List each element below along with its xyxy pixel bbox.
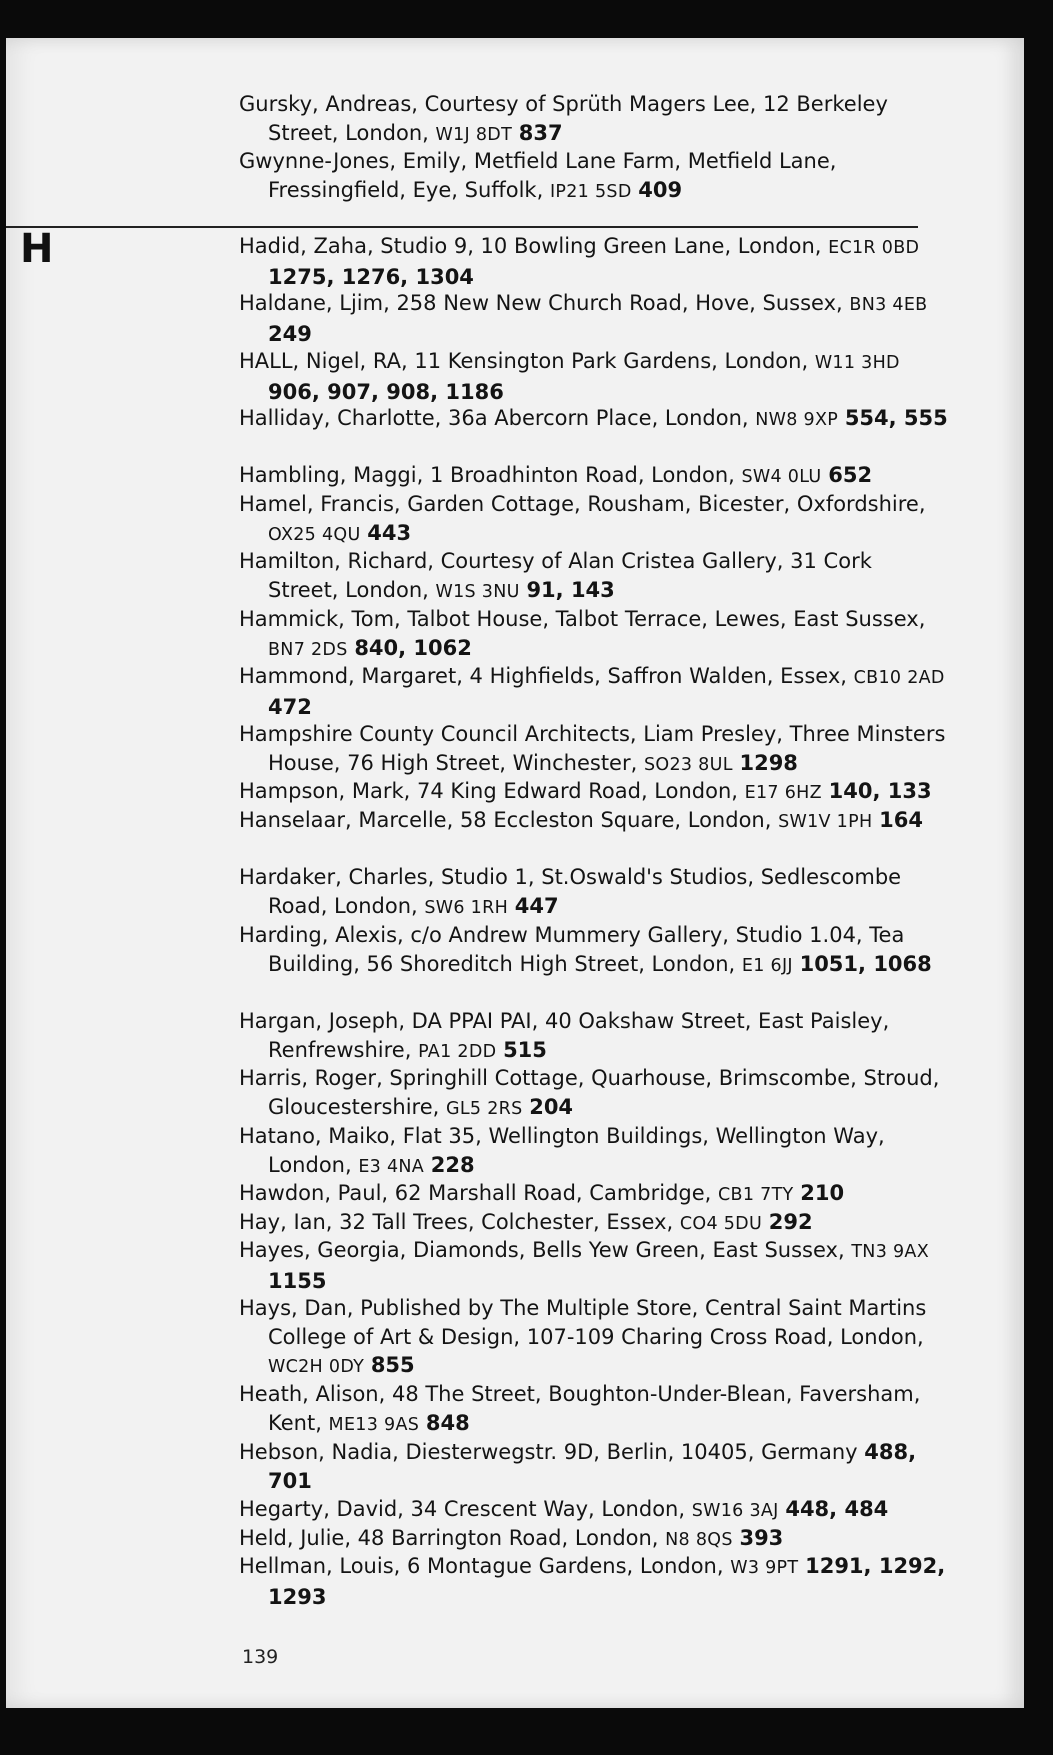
page-refs: 228 <box>430 1152 475 1177</box>
page-refs: 409 <box>638 177 683 202</box>
index-entry: Hanselaar, Marcelle, 58 Eccleston Square, London, SW1V 1PH 164 <box>239 808 923 832</box>
page-refs: 1051, 1068 <box>799 951 932 976</box>
index-entry: Halliday, Charlotte, 36a Abercorn Place, London, NW8 9XP 554, 555 <box>239 406 948 430</box>
postcode: ME13 9AS <box>328 1414 420 1435</box>
index-entry: Hambling, Maggi, 1 Broadhinton Road, London, SW4 0LU 652 <box>239 463 873 487</box>
page-refs: 652 <box>828 463 873 487</box>
page-refs: 447 <box>514 893 559 918</box>
postcode: IP21 5SD <box>549 181 632 202</box>
postcode: SW16 3AJ <box>691 1501 779 1521</box>
index-entry: Gursky, Andreas, Courtesy of Sprüth Magers Lee, 12 Berkeley Street, London, W1J 8DT 837 <box>239 92 888 145</box>
postcode: E3 4NA <box>358 1156 425 1177</box>
index-entry: Hebson, Nadia, Diesterwegstr. 9D, Berlin, 10405, Germany 488, 701 <box>239 1440 917 1493</box>
page-refs: 906, 907, 908, 1186 <box>268 379 504 404</box>
page-refs: 210 <box>800 1181 845 1205</box>
postcode: W1S 3NU <box>435 581 520 602</box>
index-entry: Hammond, Margaret, 4 Highfields, Saffron Walden, Essex, CB10 2AD 472 <box>239 664 945 719</box>
postcode: CB1 7TY <box>718 1185 794 1205</box>
postcode: TN3 9AX <box>851 1242 929 1262</box>
postcode: NW8 9XP <box>755 410 839 430</box>
page-refs: 204 <box>529 1094 574 1119</box>
index-entry: Hamel, Francis, Garden Cottage, Rousham, Bicester, Oxfordshire, OX25 4QU 443 <box>239 492 926 545</box>
index-entry: Hatano, Maiko, Flat 35, Wellington Buildings, Wellington Way, London, E3 4NA 228 <box>239 1124 885 1177</box>
index-entry: Gwynne-Jones, Emily, Metfield Lane Farm, Metfield Lane, Fressingfield, Eye, Suffolk, IP21 5SD 409 <box>239 149 837 202</box>
index-entry: Harding, Alexis, c/o Andrew Mummery Gallery, Studio 1.04, Tea Building, 56 Shoreditch High Street, London, E1 6JJ 1051, 1068 <box>239 923 932 976</box>
postcode: W11 3HD <box>814 353 900 373</box>
index-entry: Hamilton, Richard, Courtesy of Alan Cristea Gallery, 31 Cork Street, London, W1S 3NU 91, 143 <box>239 549 872 602</box>
index-entry: Held, Julie, 48 Barrington Road, London, N8 8QS 393 <box>239 1526 784 1550</box>
index-entry: Hay, Ian, 32 Tall Trees, Colchester, Essex, CO4 5DU 292 <box>239 1210 813 1234</box>
book-page <box>6 38 1024 1708</box>
postcode: SW1V 1PH <box>778 812 873 832</box>
page-number: 139 <box>242 1646 279 1668</box>
page-refs: 488, 701 <box>268 1440 917 1493</box>
index-entry: Hays, Dan, Published by The Multiple Store, Central Saint Martins College of Art & Design, 107-109 Charing Cross Road, London, WC2H 0DY 855 <box>239 1296 927 1378</box>
index-entry: Hardaker, Charles, Studio 1, St.Oswald's Studios, Sedlescombe Road, London, SW6 1RH 447 <box>239 865 902 918</box>
postcode: W3 9PT <box>730 1558 799 1578</box>
page-refs: 472 <box>268 694 312 719</box>
page-refs: 554, 555 <box>844 406 948 430</box>
index-entry: Hampshire County Council Architects, Liam Presley, Three Minsters House, 76 High Street, Winchester, SO23 8UL 1298 <box>239 722 946 775</box>
postcode: E1 6JJ <box>741 955 793 976</box>
postcode: EC1R 0BD <box>828 238 920 258</box>
section-letter: H <box>20 226 54 272</box>
postcode: SO23 8UL <box>643 754 733 775</box>
index-entry: Hargan, Joseph, DA PPAI PAI, 40 Oakshaw Street, East Paisley, Renfrewshire, PA1 2DD 515 <box>239 1009 890 1062</box>
index-entry: Hegarty, David, 34 Crescent Way, London, SW16 3AJ 448, 484 <box>239 1497 889 1521</box>
postcode: N8 8QS <box>665 1530 733 1550</box>
index-entry: Hadid, Zaha, Studio 9, 10 Bowling Green Lane, London, EC1R 0BD 1275, 1276, 1304 <box>239 234 920 289</box>
index-entry: Hampson, Mark, 74 King Edward Road, London, E17 6HZ 140, 133 <box>239 779 932 803</box>
index-entry: Hellman, Louis, 6 Montague Gardens, London, W3 9PT 1291, 1292, 1293 <box>239 1554 946 1609</box>
postcode: BN3 4EB <box>849 295 928 315</box>
page-refs: 448, 484 <box>785 1497 889 1521</box>
page-refs: 515 <box>503 1037 547 1062</box>
page-refs: 848 <box>425 1410 470 1435</box>
postcode: PA1 2DD <box>418 1041 497 1062</box>
postcode: E17 6HZ <box>744 783 822 803</box>
index-entry: Heath, Alison, 48 The Street, Boughton-Under-Blean, Faversham, Kent, ME13 9AS 848 <box>239 1382 921 1435</box>
page-refs: 443 <box>367 520 412 545</box>
page-refs: 164 <box>879 808 923 832</box>
postcode: CO4 5DU <box>679 1214 763 1234</box>
index-entry: Hammick, Tom, Talbot House, Talbot Terrace, Lewes, East Sussex, BN7 2DS 840, 1062 <box>239 607 926 660</box>
postcode: W1J 8DT <box>435 124 513 145</box>
index-entry: Haldane, Ljim, 258 New New Church Road, Hove, Sussex, BN3 4EB 249 <box>239 291 928 346</box>
index-entry: Harris, Roger, Springhill Cottage, Quarhouse, Brimscombe, Stroud, Gloucestershire, GL5 2RS 204 <box>239 1066 940 1119</box>
page-refs: 840, 1062 <box>354 635 472 660</box>
page-refs: 855 <box>370 1353 415 1378</box>
page-refs: 1298 <box>739 750 798 775</box>
postcode: GL5 2RS <box>446 1098 523 1119</box>
index-entry: HALL, Nigel, RA, 11 Kensington Park Gardens, London, W11 3HD 906, 907, 908, 1186 <box>239 349 900 404</box>
page-refs: 292 <box>768 1210 813 1234</box>
page-refs: 1291, 1292, 1293 <box>268 1554 946 1609</box>
index-entry: Hayes, Georgia, Diamonds, Bells Yew Green, East Sussex, TN3 9AX 1155 <box>239 1238 929 1293</box>
postcode: SW4 0LU <box>741 467 822 487</box>
index-entry: Hawdon, Paul, 62 Marshall Road, Cambridge, CB1 7TY 210 <box>239 1181 845 1205</box>
page-refs: 91, 143 <box>526 577 615 602</box>
page-refs: 249 <box>268 321 312 346</box>
section-divider <box>6 226 918 228</box>
page-refs: 140, 133 <box>828 779 932 803</box>
postcode: BN7 2DS <box>268 639 348 660</box>
postcode: OX25 4QU <box>268 524 361 545</box>
postcode: CB10 2AD <box>853 668 945 688</box>
page-refs: 1155 <box>268 1268 327 1293</box>
page-refs: 393 <box>739 1526 784 1550</box>
postcode: SW6 1RH <box>424 897 509 918</box>
page-refs: 837 <box>518 120 563 145</box>
page-refs: 1275, 1276, 1304 <box>268 264 474 289</box>
postcode: WC2H 0DY <box>268 1357 365 1378</box>
